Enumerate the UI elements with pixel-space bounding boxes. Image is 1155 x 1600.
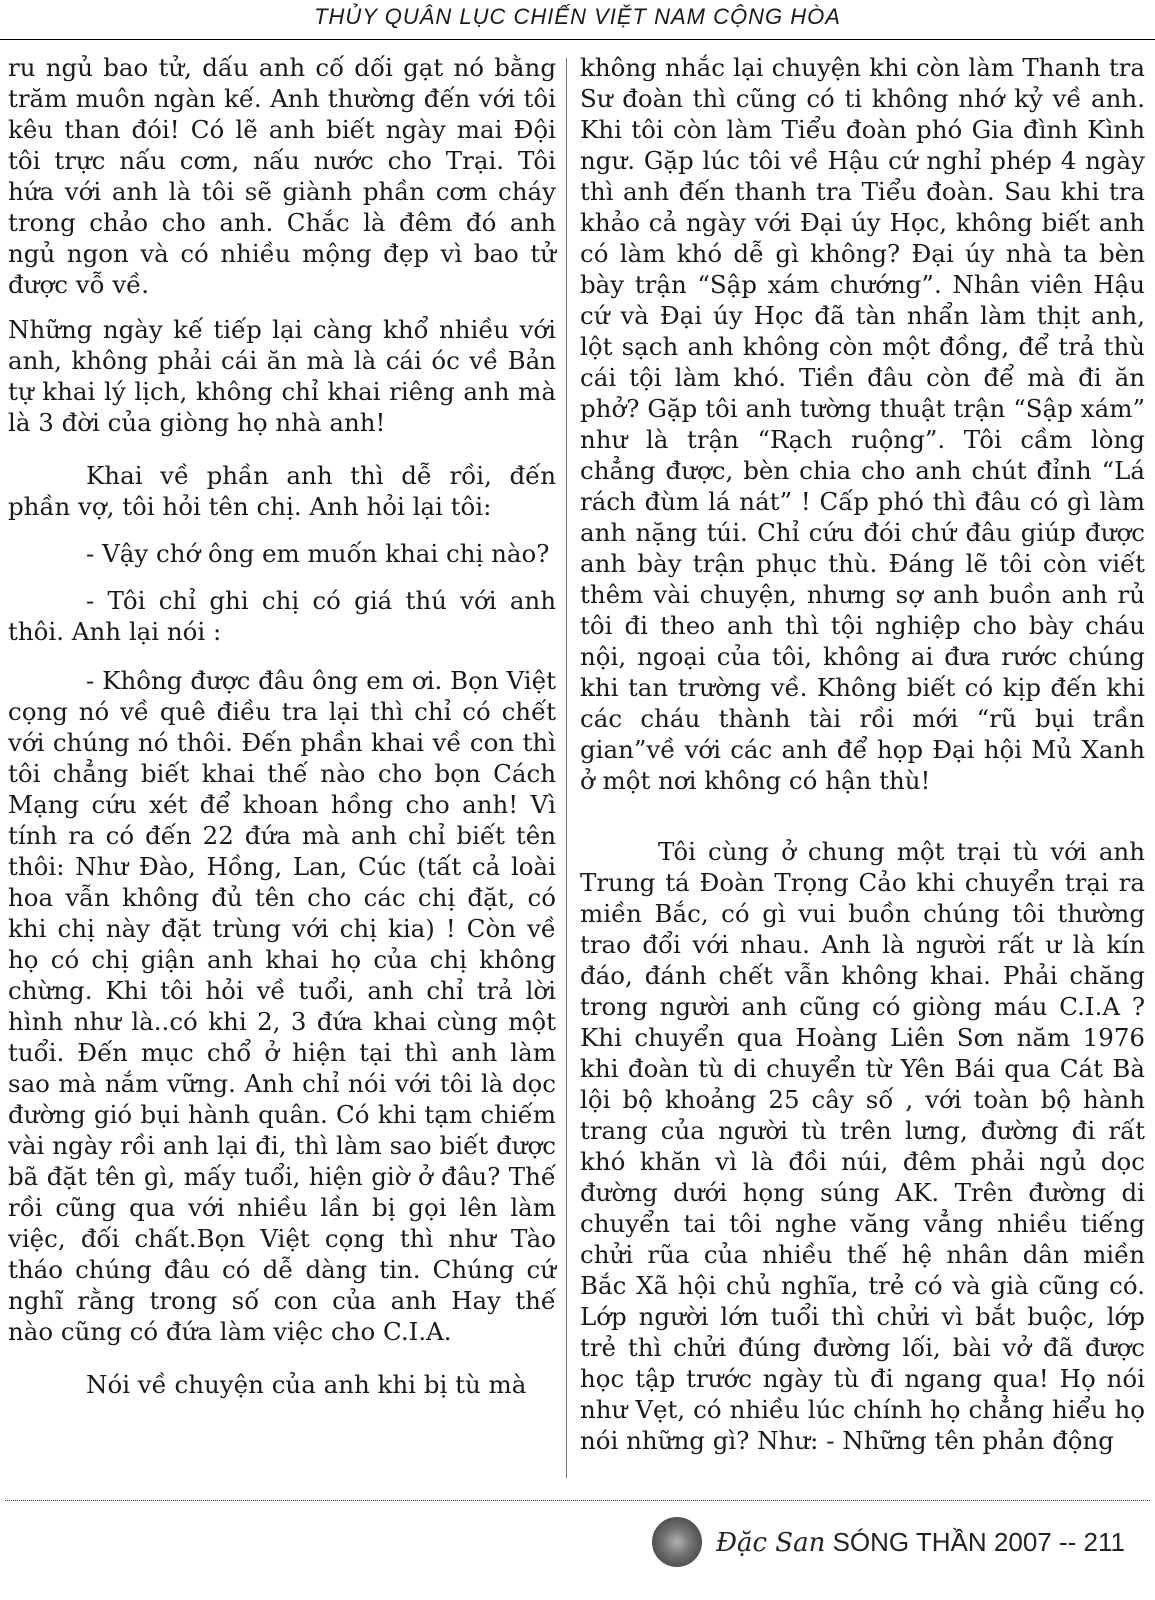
magazine-label: Đặc San	[715, 1527, 826, 1558]
left-paragraph-2: Những ngày kế tiếp lại càng khổ nhiều với anh, không phải cái ăn mà là cái óc về Bản tự khai lý lịch, không chỉ khai riêng anh mà là 3 đời của giòng họ nhà anh!	[8, 315, 556, 437]
footer-rule	[5, 1500, 1150, 1501]
column-divider	[566, 58, 567, 1478]
left-dialogue-1: - Vậy chớ ông em muốn khai chị nào?	[86, 539, 550, 568]
right-paragraph-2: Tôi cùng ở chung một trại tù với anh Trung tá Đoàn Trọng Cảo khi chuyển trại ra miền Bắc, có gì vui buồn chúng tôi thường trao đổi với nhau. Anh là người rất ư là kín đáo, đánh chết vẫn không khai. Phải chăng trong người anh cũng có giòng máu C.I.A ? Khi chuyển qua Hoàng Liên Sơn năm 1976 khi đoàn tù di chuyển từ Yên Bái qua Cát Bà lội bộ khoảng 25 cây số , với toàn bộ hành trang của người tù trên lưng, đường đi rất khó khăn vì là đồi núi, đêm phải ngủ dọc đường dưới họng súng AK. Trên đường di chuyển tai tôi nghe văng vẳng nhiều tiếng chửi rũa của nhiều thế hệ nhân dân miền Bắc Xã hội chủ nghĩa, trẻ có và già cũng có. Lớp người lớn tuổi thì chửi vì bắt buộc, lớp trẻ thì chửi đúng đường lối, bài vở đã được học tập trước ngày tù đi ngang qua! Họ nói như Vẹt, có nhiều lúc chính họ chẳng hiểu họ nói những gì? Như: - Những tên phản động	[580, 837, 1145, 1455]
left-paragraph-3: Khai về phần anh thì dễ rồi, đến phần vợ, tôi hỏi tên chị. Anh hỏi lại tôi:	[8, 461, 556, 521]
seal-icon	[652, 1517, 702, 1567]
left-column	[8, 52, 556, 1400]
right-paragraph-1: không nhắc lại chuyện khi còn làm Thanh tra Sư đoàn thì cũng có ti không nhớ kỷ về anh. Khi tôi còn làm Tiểu đoàn phó Gia đình Kình ngư. Gặp lúc tôi về Hậu cứ nghỉ phép 4 ngày thì anh đến thanh tra Tiểu đoàn. Sau khi tra khảo cả ngày với Đại úy Học, không biết anh có làm khó dễ gì không? Đại úy nhà ta bèn bày trận “Sập xám chướng”. Nhân viên Hậu cứ và Đại úy Học đã tàn nhẩn làm thịt anh, lột sạch anh không còn một đồng, để trả thù cái tội làm khó. Tiền đâu còn để mà đi ăn phở? Gặp tôi anh tường thuật trận “Sập xám” như là trận “Rạch ruộng”. Tôi cầm lòng chẳng được, bèn chia cho anh chút đỉnh “Lá rách đùm lá nát” ! Cấp phó thì đâu có gì làm anh nặng túi. Chỉ cứu đói chứ đâu giúp được anh bày trận phục thù. Đáng lẽ tôi còn viết thêm vài chuyện, nhưng sợ anh buồn anh rủ tôi đi theo anh thì tội nghiệp cho bày cháu nội, ngoại của tôi, không ai đưa rước chúng khi tan trường về. Không biết có kịp đến khi các cháu thành tài rồi mới “rũ bụi trần gian”về với các anh để họp Đại hội Mủ Xanh ở một nơi không có hận thù!	[580, 53, 1145, 795]
left-dialogue-2: - Tôi chỉ ghi chị có giá thú với anh thôi. Anh lại nói :	[8, 586, 556, 646]
page-footer	[652, 1514, 1125, 1570]
magazine-title: SÓNG THẦN 2007	[832, 1526, 1052, 1557]
left-paragraph-1: ru ngủ bao tử, dấu anh cố dối gạt nó bằng trăm muôn ngàn kế. Anh thường đến với tôi kêu than đói! Có lẽ anh biết ngày mai Đội tôi trực nấu cơm, nấu nước cho Trại. Tôi hứa với anh là tôi sẽ giành phần cơm cháy trong chảo cho anh. Chắc là đêm đó anh ngủ ngon và có nhiều mộng đẹp vì bao tử được vỗ về.	[8, 53, 556, 299]
footer-text	[716, 1527, 1125, 1558]
footer-separator: --	[1058, 1526, 1077, 1557]
running-header	[0, 0, 1155, 40]
left-dialogue-3: - Không được đâu ông em ơi. Bọn Việt cọng nó về quê điều tra lại thì chỉ có chết với chúng nó thôi. Đến phần khai về con thì tôi chẳng biết khai thế nào cho bọn Cách Mạng cứu xét để khoan hồng cho anh! Vì tính ra có đến 22 đứa mà anh chỉ biết tên thôi: Như Đào, Hồng, Lan, Cúc (tất cả loài hoa vẫn không đủ tên cho các chị đặt, có khi chị này đặt trùng với chị kia) ! Còn về họ có chị giận anh khai họ của chị không chừng. Khi tôi hỏi về tuổi, anh chỉ trả lời hình như là..có khi 2, 3 đứa khai cùng một tuổi. Đến mục chổ ở hiện tại thì anh làm sao mà nắm vững. Anh chỉ nói với tôi là dọc đường gió bụi hành quân. Có khi tạm chiếm vài ngày rồi anh lại đi, thì làm sao biết được bã đặt tên gì, mấy tuổi, hiện giờ ở đâu? Thế rồi cũng qua với nhiều lần bị gọi lên làm việc, đối chất.Bọn Việt cọng thì như Tào tháo chúng đâu có dễ dàng tin. Chúng cứ nghĩ rằng trong số con của anh Hay thế nào cũng có đứa làm việc cho C.I.A.	[8, 666, 556, 1346]
right-column	[580, 52, 1145, 1456]
page-number: 211	[1083, 1526, 1125, 1557]
header-title: THỦY QUÂN LỤC CHIẾN VIỆT NAM CỘNG HÒA	[314, 4, 841, 29]
left-paragraph-4: Nói về chuyện của anh khi bị tù mà	[86, 1370, 527, 1399]
header-rule	[0, 39, 1155, 40]
